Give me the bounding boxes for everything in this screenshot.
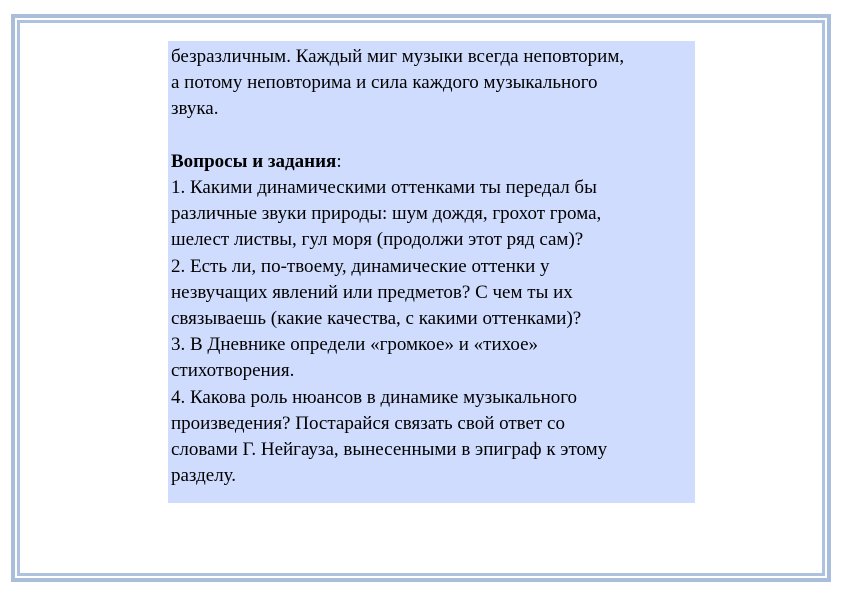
- question-line: стихотворения.: [171, 360, 295, 382]
- question-line: 4. Какова роль нюансов в динамике музыкального: [171, 386, 578, 408]
- question-item-4: [171, 385, 695, 490]
- intro-line: звука.: [171, 98, 219, 120]
- intro-paragraph: [171, 44, 695, 123]
- intro-line: безразличным. Каждый миг музыки всегда неповторим,: [171, 46, 625, 67]
- question-item-3: [171, 332, 695, 384]
- question-line: 3. В Дневнике определи «громкое» и «тихое»: [171, 334, 539, 356]
- question-item-1: [171, 175, 695, 254]
- question-line: произведения? Постарайся связать свой ответ со: [171, 412, 565, 434]
- question-line: связываешь (какие качества, с какими оттенками)?: [171, 308, 582, 330]
- paragraph-spacer: [171, 123, 695, 149]
- questions-heading-colon: :: [336, 150, 342, 172]
- question-line: разделу.: [171, 465, 237, 487]
- question-line: различные звуки природы: шум дождя, грохот грома,: [171, 203, 602, 225]
- intro-line: а потому неповторима и сила каждого музыкального: [171, 72, 598, 94]
- question-line: незвучащих явлений или предметов? С чем ты их: [171, 281, 573, 303]
- question-line: 1. Какими динамическими оттенками ты передал бы: [171, 177, 597, 198]
- question-item-2: [171, 254, 695, 333]
- question-line: словами Г. Нейгауза, вынесенными в эпиграф к этому: [171, 439, 608, 461]
- questions-heading-text: Вопросы и задания: [171, 150, 337, 172]
- question-line: шелест листвы, гул моря (продолжи этот ряд сам)?: [171, 229, 584, 251]
- text-box: [168, 41, 695, 503]
- questions-heading: [171, 149, 695, 175]
- question-line: 2. Есть ли, по-твоему, динамические оттенки у: [171, 255, 550, 277]
